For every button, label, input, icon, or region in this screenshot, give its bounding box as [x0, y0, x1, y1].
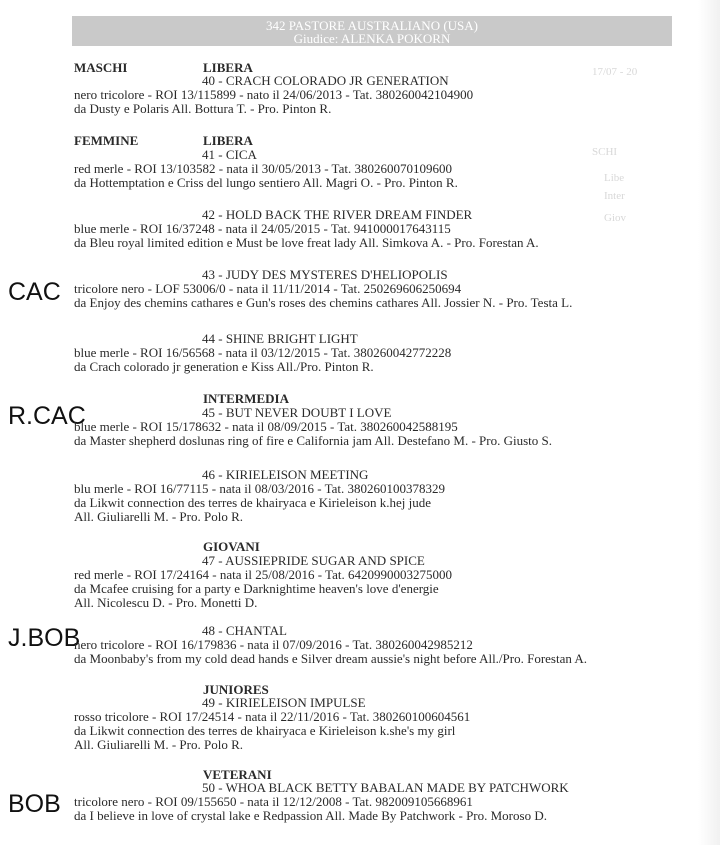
ghost-text: 17/07 - 20	[592, 66, 638, 78]
class-heading: JUNIORES	[203, 682, 269, 697]
dog-details: tricolore nero - ROI 09/155650 - nata il 12/12/2008 - Tat. 982009105668961	[74, 794, 473, 809]
breed-title: 342 PASTORE AUSTRALIANO (USA)	[266, 18, 478, 33]
dog-breeder: All. Nicolescu D. - Pro. Monetti D.	[74, 595, 258, 610]
class-heading: GIOVANI	[203, 539, 260, 554]
class-heading: LIBERA	[203, 133, 253, 148]
award-bob: BOB	[8, 790, 61, 818]
dog-details: nero tricolore - ROI 16/179836 - nata il 07/09/2016 - Tat. 380260042985212	[74, 637, 473, 652]
dog-details: blue merle - ROI 16/37248 - nata il 24/05/2015 - Tat. 941000017643115	[74, 221, 451, 236]
dog-parents: da Bleu royal limited edition e Must be love freat lady All. Simkova A. - Pro. Forestan A.	[74, 235, 539, 250]
dog-breeder: All. Giuliarelli M. - Pro. Polo R.	[74, 509, 243, 524]
dog-details: red merle - ROI 13/103582 - nata il 30/05/2013 - Tat. 380260070109600	[74, 161, 452, 176]
dog-title: 50 - WHOA BLACK BETTY BABALAN MADE BY PATCHWORK	[202, 780, 569, 795]
dog-entry	[74, 268, 572, 310]
dog-parents: da Enjoy des chemins cathares e Gun's roses des chemins cathares All. Jossier N. - Pro. Testa L.	[74, 295, 573, 310]
dog-entry	[74, 332, 451, 374]
dog-parents: da Master shepherd doslunas ring of fire e California jam All. Destefano M. - Pro. Giusto S.	[74, 433, 553, 448]
dog-entry	[74, 781, 569, 823]
dog-details: red merle - ROI 17/24164 - nata il 25/08/2016 - Tat. 6420990003275000	[74, 567, 452, 582]
dog-details: blue merle - ROI 16/56568 - nata il 03/12/2015 - Tat. 380260042772228	[74, 345, 452, 360]
class-heading: INTERMEDIA	[203, 391, 289, 406]
dog-entry	[74, 74, 473, 116]
dog-title: 45 - BUT NEVER DOUBT I LOVE	[202, 405, 392, 420]
dog-entry	[74, 554, 452, 610]
class-heading: LIBERA	[203, 60, 253, 75]
dog-entry	[74, 406, 552, 448]
dog-details: tricolore nero - LOF 53006/0 - nata il 11/11/2014 - Tat. 250269606250694	[74, 281, 462, 296]
dog-parents: da I believe in love of crystal lake e Redpassion All. Made By Patchwork - Pro. Moroso D.	[74, 808, 547, 823]
ghost-text: Libe	[604, 172, 625, 184]
gender-heading: FEMMINE	[74, 133, 139, 148]
dog-title: 43 - JUDY DES MYSTERES D'HELIOPOLIS	[202, 267, 448, 282]
dog-details: rosso tricolore - ROI 17/24514 - nata il 22/11/2016 - Tat. 380260100604561	[74, 709, 471, 724]
dog-parents: da Dusty e Polaris All. Bottura T. - Pro. Pinton R.	[74, 101, 332, 116]
dog-title: 40 - CRACH COLORADO JR GENERATION	[202, 73, 449, 88]
dog-entry	[74, 696, 470, 752]
class-heading: VETERANI	[203, 767, 272, 782]
page-edge-shadow	[698, 0, 720, 845]
ghost-text: Giov	[604, 212, 626, 224]
dog-parents: da Likwit connection des terres de khairyaca e Kirieleison k.hej jude	[74, 495, 432, 510]
dog-title: 47 - AUSSIEPRIDE SUGAR AND SPICE	[202, 553, 425, 568]
dog-details: blue merle - ROI 15/178632 - nata il 08/09/2015 - Tat. 380260042588195	[74, 419, 458, 434]
ghost-text: Inter	[604, 190, 625, 202]
breed-header	[72, 16, 672, 46]
dog-title: 46 - KIRIELEISON MEETING	[202, 467, 369, 482]
dog-title: 49 - KIRIELEISON IMPULSE	[202, 695, 366, 710]
dog-title: 42 - HOLD BACK THE RIVER DREAM FINDER	[202, 207, 473, 222]
ghost-text: SCHI	[592, 146, 618, 158]
gender-heading: MASCHI	[74, 60, 128, 75]
dog-parents: da Mcafee cruising for a party e Darknightime heaven's love d'energie	[74, 581, 439, 596]
judge-name: Giudice: ALENKA POKORN	[293, 31, 451, 46]
dog-parents: da Hottemptation e Criss del lungo sentiero All. Magri O. - Pro. Pinton R.	[74, 175, 458, 190]
dog-entry	[74, 148, 458, 190]
dog-title: 48 - CHANTAL	[202, 623, 287, 638]
dog-parents: da Moonbaby's from my cold dead hands e Silver dream aussie's night before All./Pro. Forestan A.	[74, 651, 588, 666]
award-rcac: R.CAC	[8, 402, 86, 430]
dog-entry	[74, 208, 539, 250]
dog-entry	[74, 624, 587, 666]
dog-entry	[74, 468, 445, 524]
award-cac: CAC	[8, 278, 61, 306]
dog-details: blu merle - ROI 16/77115 - nata il 08/03/2016 - Tat. 380260100378329	[74, 481, 445, 496]
dog-breeder: All. Giuliarelli M. - Pro. Polo R.	[74, 737, 243, 752]
dog-parents: da Likwit connection des terres de khairyaca e Kirieleison k.she's my girl	[74, 723, 456, 738]
dog-parents: da Crach colorado jr generation e Kiss All./Pro. Pinton R.	[74, 359, 374, 374]
dog-title: 44 - SHINE BRIGHT LIGHT	[202, 331, 358, 346]
dog-details: nero tricolore - ROI 13/115899 - nato il 24/06/2013 - Tat. 380260042104900	[74, 87, 474, 102]
dog-title: 41 - CICA	[202, 147, 257, 162]
award-jbob: J.BOB	[8, 624, 81, 652]
